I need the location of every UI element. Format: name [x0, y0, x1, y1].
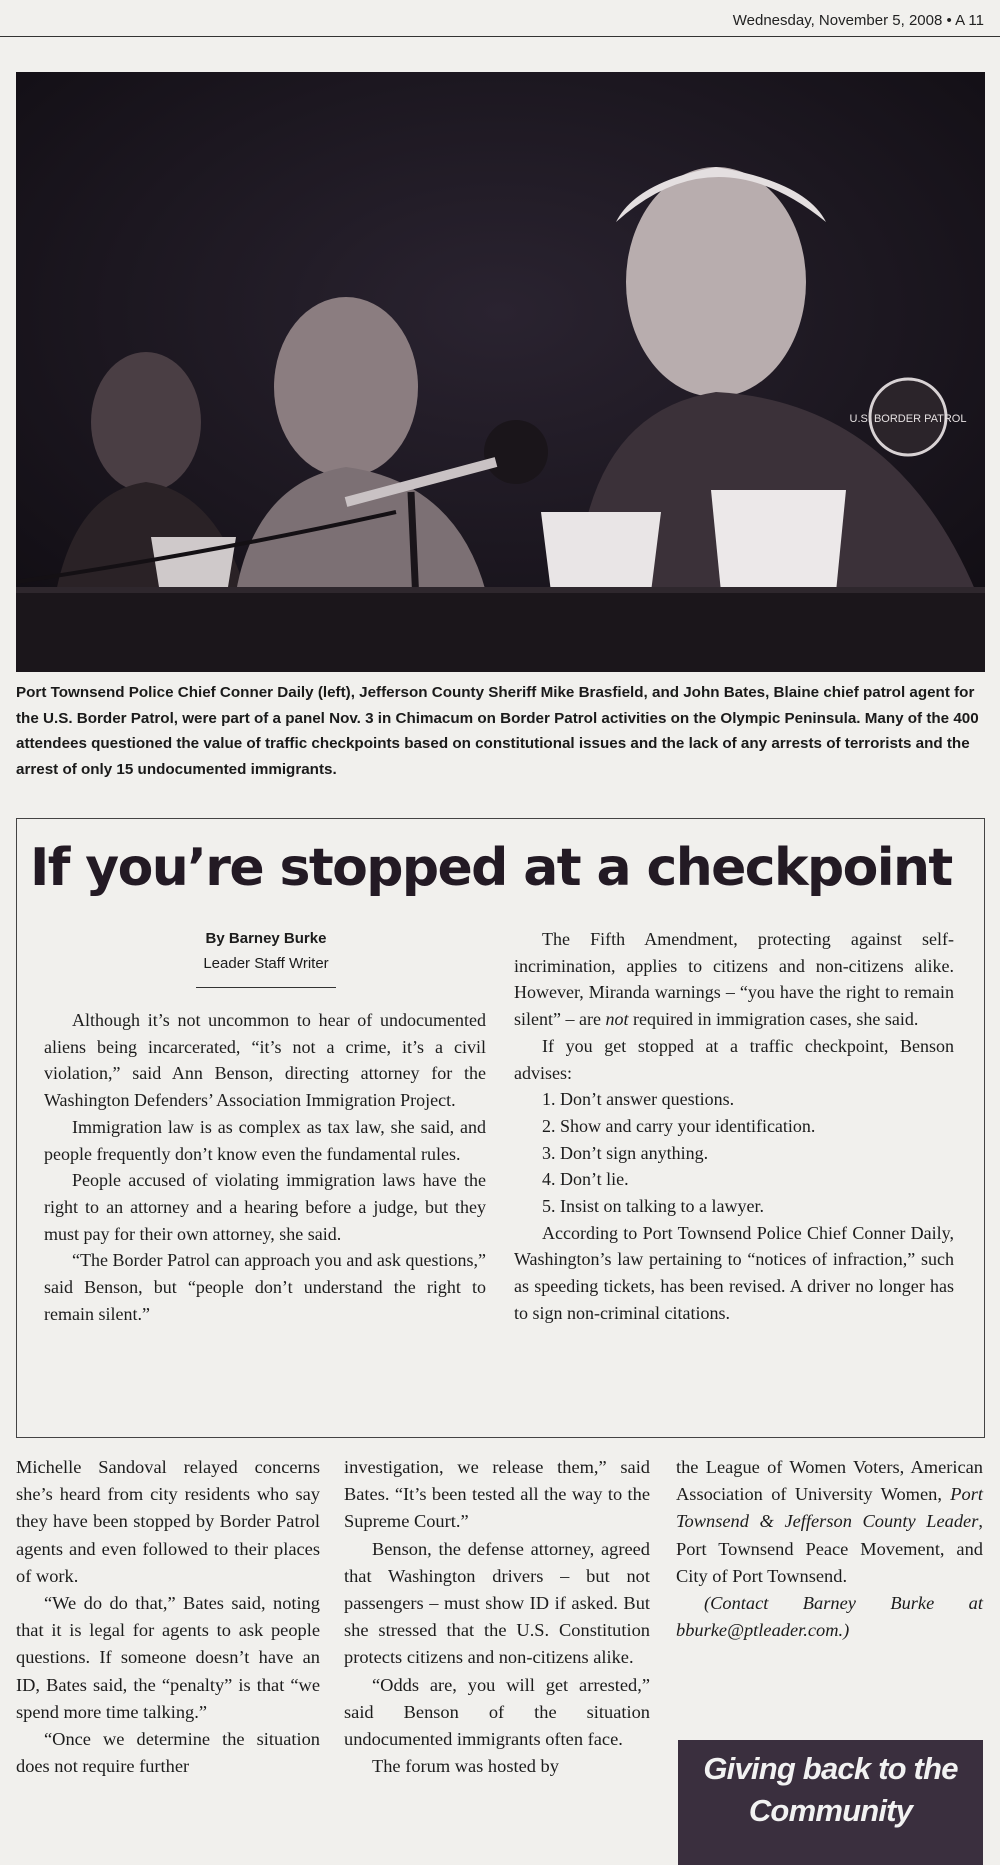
promo-line-1: Giving back to the [703, 1751, 958, 1786]
text-run: The Fifth Amendment, protecting against self-incrimination, applies to citizens and non-citizens alike. However, Miranda warnings – “you have the right to remain silent” – are [514, 929, 954, 1030]
byline-rule [196, 987, 336, 988]
header-rule [0, 36, 1000, 37]
sidebar-paragraph: Immigration law is as complex as tax law, she said, and people frequently don’t know even the fundamental rules. [44, 1116, 486, 1164]
article-paragraph: Michelle Sandoval relayed concerns she’s heard from city residents who say they have been stopped by Border Patrol agents and even followed to their places of work. [16, 1457, 320, 1586]
article-column-3 [676, 1454, 983, 1644]
sidebar-headline: If you’re stopped at a checkpoint [30, 838, 952, 898]
tip-item: 4. Don’t lie. [542, 1169, 629, 1190]
emphasis: not [605, 1009, 629, 1030]
contact-note: (Contact Barney Burke at bburke@ptleader.com.) [676, 1593, 983, 1641]
tip-item: 5. Insist on talking to a lawyer. [542, 1196, 764, 1217]
byline-title: Leader Staff Writer [203, 955, 329, 972]
tips-list [514, 1086, 954, 1220]
tip-item: 2. Show and carry your identification. [542, 1115, 816, 1136]
article-paragraph: “We do do that,” Bates said, noting that it is legal for agents to ask people questions. If someone doesn’t have an ID, Bates said, the “penalty” is that “we spend more time talking.” [16, 1593, 320, 1722]
sidebar-left-column [44, 1007, 486, 1327]
text-run: the League of Women Voters, American Association of University Women, [676, 1457, 983, 1505]
tip-item: 1. Don’t answer questions. [542, 1089, 735, 1110]
emphasis: Port Townsend & Jefferson County Leader [676, 1484, 983, 1532]
article-paragraph: “Odds are, you will get arrested,” said Benson of the situation undocumented immigrants often face. [344, 1674, 650, 1750]
article-paragraph: Benson, the defense attorney, agreed that Washington drivers – but not passengers – must show ID if asked. But she stressed that the U.S. Constitution protects citizens and non-citizens alike. [344, 1538, 650, 1668]
sidebar-paragraph: If you get stopped at a traffic checkpoint, Benson advises: [514, 1035, 954, 1083]
dateline: Wednesday, November 5, 2008 • A 11 [732, 12, 984, 29]
article-paragraph: investigation, we release them,” said Bates. “It’s been tested all the way to the Supreme Court.” [344, 1457, 650, 1532]
sidebar-right-column [514, 926, 954, 1327]
panel-photo [16, 72, 985, 672]
byline-author: By Barney Burke [205, 930, 327, 947]
sidebar-paragraph [514, 926, 954, 1033]
article-column-1 [16, 1454, 320, 1780]
patch-text: U.S. BORDER PATROL [849, 413, 967, 425]
text-run: , Port Townsend Peace Movement, and City of Port Townsend. [676, 1511, 983, 1586]
sidebar-paragraph: Although it’s not uncommon to hear of undocumented aliens being incarcerated, “it’s not a crime, it’s a civil violation,” said Ann Benson, directing attorney for the Washington Defenders’ Association Immigration Project. [44, 1010, 486, 1111]
article-column-2 [344, 1454, 650, 1780]
photo-illustration [16, 72, 985, 672]
photo-caption: Port Townsend Police Chief Conner Daily (left), Jefferson County Sheriff Mike Brasfield, and John Bates, Blaine chief patrol agent for the U.S. Border Patrol, were part of a panel Nov. 3 in Chimacum on Border Patrol activities on the Olympic Peninsula. Many of the 400 attendees questioned the value of traffic checkpoints based on constitutional issues and the lack of any arrests of terrorists and the arrest of only 15 undocumented immigrants. [16, 684, 979, 778]
promo-line-2: Community [748, 1793, 913, 1828]
sidebar-paragraph: People accused of violating immigration laws have the right to an attorney and a hearing before a judge, but they must pay for their own attorney, she said. [44, 1170, 486, 1244]
tip-item: 3. Don’t sign anything. [542, 1142, 709, 1163]
article-paragraph: The forum was hosted by [372, 1756, 559, 1777]
promo-text [678, 1748, 983, 1832]
sidebar-paragraph: According to Port Townsend Police Chief Conner Daily, Washington’s law pertaining to “notices of infraction,” such as speeding tickets, has been revised. A driver no longer has to sign non-criminal citations. [514, 1222, 954, 1323]
text-run: required in immigration cases, she said. [628, 1009, 919, 1030]
byline [196, 926, 336, 976]
promo-banner[interactable] [678, 1740, 983, 1865]
sidebar-paragraph: “The Border Patrol can approach you and ask questions,” said Benson, but “people don’t understand the right to remain silent.” [44, 1250, 486, 1324]
article-paragraph [676, 1454, 983, 1590]
article-paragraph: “Once we determine the situation does not require further [16, 1729, 320, 1777]
